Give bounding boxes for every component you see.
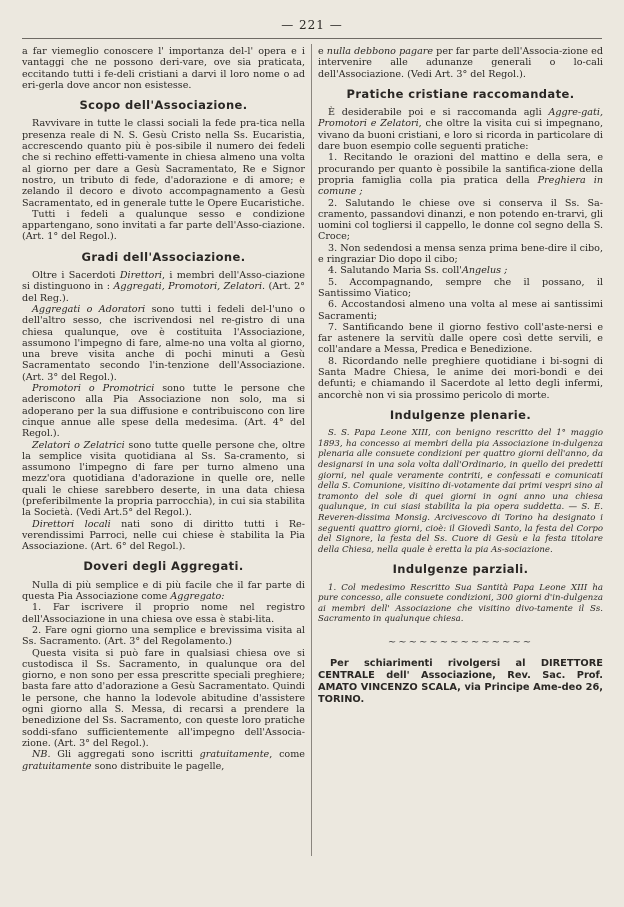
paragraph: Aggregati o Adoratori sono tutti i fedeli del-l'uno o dell'altro sesso, che iscrivendosi nel re-gistro di una chiesa qualunque, ove è costituita l'Associazione, assumono l'impegno di fare, alme-no una volta al giorno, una breve visita anche di pochi minuti a Gesù Sacramentato secondo l'in-tenzione dell'Associazione. (Art. 3° del Regol.). (22, 303, 306, 383)
section-title-plenarie: Indulgenze plenarie. (389, 407, 532, 422)
list-item: 2. Salutando le chiese ove si conserva il Ss. Sa-cramento, passandovi dinanzi, e non potendo en-trarvi, gli uomini col togliersi il cappello, le donne col segno della S. Croce; (318, 197, 603, 243)
paragraph: NB. Gli aggregati sono iscritti gratuitamente, come gratuitamente sono distribuite le pagelle, (22, 749, 305, 772)
list-item: 6. Accostandosi almeno una volta al mese ai santissimi Sacramenti; (318, 299, 603, 322)
section-title-parziali: Indulgenze parziali. (392, 562, 529, 577)
column-divider (311, 44, 312, 856)
paragraph: È desiderabile poi e si raccomanda agli Aggre-gati, Promotori e Zelatori, che oltre la visita cui si impegnano, vivano da buoni cristiani, e loro si ricorda in particolare di dare buon esempio colle seguenti pratiche: (318, 107, 603, 153)
list-item: 7. Santificando bene il giorno festivo coll'aste-nersi e far astenere la servitù dalle opere così dette servili, e coll'andare a Messa, Predica e Benedizione. (318, 321, 603, 356)
paragraph: Oltre i Sacerdoti Direttori, i membri dell'Asso-ciazione si distinguono in : Aggregati, Promotori, Zelatori. (Art. 2° del Reg.). (22, 270, 305, 304)
section-title-scopo: Scopo dell'Associazione. (79, 98, 248, 113)
paragraph: Promotori o Promotrici sono tutte le persone che aderiscono alla Pia Associazione non solo, ma si adoperano per la sua diffusione e contribuiscono con lire cinque annue alle spese della medesima. (Art. 4° del Regol.). (22, 383, 305, 440)
section-title-pratiche: Pratiche cristiane raccomandate. (346, 86, 575, 101)
section-title-gradi: Gradi dell'Associazione. (81, 249, 246, 264)
section-title-doveri: Doveri degli Aggregati. (83, 559, 244, 574)
page-number: — 221 — (281, 18, 343, 32)
right-column (318, 46, 603, 706)
list-item: 8. Ricordando nelle preghiere quotidiane i bi-sogni di Santa Madre Chiesa, le anime dei mori-bondi e dei defunti; e chiamando il Sacerdote al letto degli infermi, ancorchè non vi sia prossimo pericolo di morte. (318, 355, 603, 401)
ornament-divider: ~~~~~~~~~~~~~~ (387, 637, 534, 648)
footer-contact: Per schiarimenti rivolgersi al DIRETTORE CENTRALE dell' Associazione, Rev. Sac. Prof. AMATO VINCENZO SCALA, via Principe Ame-deo 26, TORINO. (318, 658, 603, 706)
list-item: 4. Salutando Maria Ss. coll'Angelus ; (328, 265, 508, 277)
paragraph: Zelatori o Zelatrici sono tutte quelle persone che, oltre la semplice visita quotidiana al Ss. Sa-cramento, si assumono l'impegno di fare per turno almeno una mezz'ora quotidiana d'adorazione in quelle ore, nelle quali le chiese sarebbero deserte, in una data chiesa (preferibilmente la propria parrocchia), in cui sia stabilita la Società. (Vedi Art.5° del Regol.). (22, 439, 306, 519)
paragraph: 1. Col medesimo Rescritto Sua Santità Papa Leone XIII ha pure concesso, alle consuete condizioni, 300 giorni d'in-dulgenza ai membri dell' Associazione che visitino divo-tamente il Ss. Sacramento in qualunque chiesa. (318, 582, 603, 625)
paragraph: Tutti i fedeli a qualunque sesso e condizione appartengano, sono invitati a far parte dell'Asso-ciazione. (Art. 1° del Regol.). (22, 208, 305, 243)
list-item: 1. Recitando le orazioni del mattino e della sera, e procurando per quanto è possibile la santifica-zione della propria famiglia colla pia pratica della Preghiera in comune ; (318, 152, 603, 198)
paragraph: 2. Fare ogni giorno una semplice e brevissima visita al Ss. Sacramento. (Art. 3° del Regolamento.) (22, 624, 305, 648)
paragraph: Ravvivare in tutte le classi sociali la fede pra-tica nella presenza reale di N. S. Gesù Cristo nella Ss. Eucaristia, accrescendo quanto più è pos-sibile il numero dei fedeli che si rechino effetti-vamente in chiesa almeno una volta al giorno per dare a Gesù Sacramentato, Re e Signor nostro, un tributo di fede, d'adorazione e di amore; e zelando il decoro e divoto accompagnamento a Gesù Sacramentato, ed in generale tutte le Opere Eucaristiche. (22, 118, 305, 209)
paragraph: Questa visita si può fare in qualsiasi chiesa ove si custodisca il Ss. Sacramento, in qualunque ora del giorno, e non sono per essa prescritte speciali preghiere; basta fare atto d'adorazione a Gesù Sacramentato. Quindi le persone, che hanno la lodevole abitudine d'assistere ogni giorno alla S. Messa, di recarsi a prendere la benedizione del Ss. Sacramento, con queste loro pratiche soddi-sfano sufficientemente all'impegno dell'Associa-zione. (Art. 3° del Regol.). (22, 647, 305, 749)
paragraph: 1. Far iscrivere il proprio nome nel registro dell'Associazione in una chiesa ove essa è stabi-lita. (22, 602, 305, 625)
paragraph: Direttori locali nati sono di diritto tutti i Re-verendissimi Parroci, nelle cui chiese è stabilita la Pia Associazione. (Art. 6° del Regol.). (22, 518, 305, 553)
header-rule (22, 38, 602, 39)
paragraph: Nulla di più semplice e di più facile che il far parte di questa Pia Associazione come Aggregato: (22, 579, 305, 603)
left-column (22, 46, 305, 772)
intro-paragraph: a far viemeglio conoscere l' importanza del-l' opera e i vantaggi che ne possono deri-vare, ove sia praticata, eccitando tutti i fe-deli cristiani a darvi il loro nome o ad eri-gerla dove ancor non esistesse. (22, 46, 305, 91)
paragraph: S. S. Papa Leone XIII, con benigno rescritto del 1° maggio 1893, ha concesso ai membri della pia Associazione in-dulgenza plenaria alle consuete condizioni per quattro giorni dell'anno, da designarsi in una sola volta dall'Ordinario, in quello dei predetti giorni, nel quale veramente contriti, e confessati e comunicati della S. Comunione, visitino di-votamente dai primi vespri sino al tramonto del sole di quei giorni in ogni anno una chiesa qualunque, in cui siasi stabilita la pia opera suddetta. — S. E. Reveren-dissima Monsig. Arcivescovo di Torino ha designato i seguenti quattro giorni, cioè: il Giovedì Santo, la festa del Corpo del Signore, la festa del Ss. Cuore di Gesù e la festa titolare della Chiesa, nella quale è eretta la pia As-sociazione. (318, 428, 603, 555)
paragraph: e nulla debbono pagare per far parte dell'Associa-zione ed intervenire alle adunanze generali o lo-cali dell'Associazione. (Vedi Art. 3° del Regol.). (318, 46, 603, 80)
list-item: 5. Accompagnando, sempre che il possano, il Santissimo Viatico; (318, 276, 603, 299)
list-item: 3. Non sedendosi a mensa senza prima bene-dire il cibo, e ringraziar Dio dopo il cibo; (318, 242, 603, 266)
